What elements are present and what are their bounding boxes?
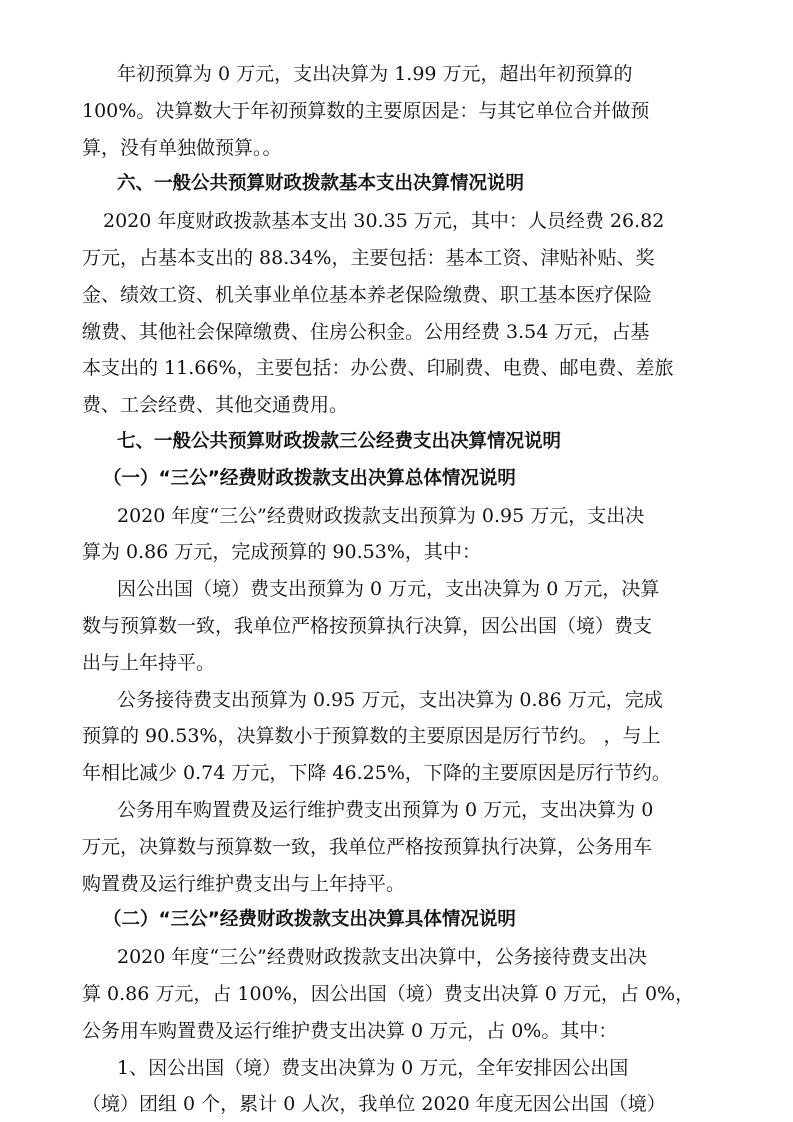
paragraph-line: 公务接待费支出预算为 0.95 万元，支出决算为 0.86 万元，完成 — [117, 688, 663, 711]
paragraph-line: （境）团组 0 个，累计 0 人次，我单位 2020 年度无因公出国（境） — [82, 1093, 666, 1116]
paragraph-line: 公务用车购置费及运行维护费支出预算为 0 万元，支出决算为 0 — [117, 799, 654, 821]
paragraph-line: 金、绩效工资、机关事业单位基本养老保险缴费、职工基本医疗保险 — [82, 283, 653, 306]
paragraph-line: 公务用车购置费及运行维护费支出决算 0 万元，占 0%。其中： — [82, 1019, 618, 1042]
paragraph-line: 1、因公出国（境）费支出决算为 0 万元，全年安排因公出国 — [117, 1056, 629, 1079]
paragraph-line: 万元，决算数与预算数一致，我单位严格按预算执行决算，公务用车 — [82, 835, 653, 858]
paragraph-line: 购置费及运行维护费支出与上年持平。 — [82, 872, 406, 895]
paragraph-line: 年相比减少 0.74 万元，下降 46.25%，下降的主要原因是厉行节约。 — [82, 762, 671, 785]
paragraph-line: 算，没有单独做预算。。 — [82, 136, 282, 159]
paragraph-line: 2020 年度“三公”经费财政拨款支出预算为 0.95 万元，支出决 — [117, 504, 645, 527]
subsection-heading-2: （二）“三公”经费财政拨款支出决算具体情况说明 — [103, 909, 516, 931]
paragraph-line: 数与预算数一致，我单位严格按预算执行决算，因公出国（境）费支 — [82, 615, 653, 637]
paragraph-line: 费、工会经费、其他交通费用。 — [82, 394, 349, 417]
paragraph-line: 年初预算为 0 万元，支出决算为 1.99 万元，超出年初预算的 — [117, 63, 633, 85]
paragraph-line: 2020 年度财政拨款基本支出 30.35 万元，其中：人员经费 26.82 — [103, 210, 665, 233]
paragraph-line: 本支出的 11.66%，主要包括：办公费、印刷费、电费、邮电费、差旅 — [82, 357, 674, 380]
section-heading-7: 七、一般公共预算财政拨款三公经费支出决算情况说明 — [117, 431, 562, 452]
subsection-heading-1: （一）“三公”经费财政拨款支出决算总体情况说明 — [103, 467, 516, 489]
paragraph-line: 出与上年持平。 — [82, 651, 216, 674]
paragraph-line: 因公出国（境）费支出预算为 0 万元，支出决算为 0 万元，决算 — [117, 578, 660, 601]
section-heading-6: 六、一般公共预算财政拨款基本支出决算情况说明 — [117, 173, 525, 195]
paragraph-line: 万元，占基本支出的 88.34%，主要包括：基本工资、津贴补贴、奖 — [82, 247, 655, 269]
paragraph-line: 算为 0.86 万元，完成预算的 90.53%，其中： — [82, 541, 481, 564]
paragraph-line: 2020 年度“三公”经费财政拨款支出决算中，公务接待费支出决 — [117, 946, 647, 969]
paragraph-line: 预算的 90.53%，决算数小于预算数的主要原因是厉行节约。 ，与上 — [82, 725, 661, 748]
paragraph-line: 算 0.86 万元，占 100%，因公出国（境）费支出决算 0 万元，占 0%， — [82, 983, 695, 1005]
paragraph-line: 100%。决算数大于年初预算数的主要原因是：与其它单位合并做预 — [82, 99, 650, 122]
paragraph-line: 缴费、其他社会保障缴费、住房公积金。公用经费 3.54 万元，占基 — [82, 320, 650, 343]
